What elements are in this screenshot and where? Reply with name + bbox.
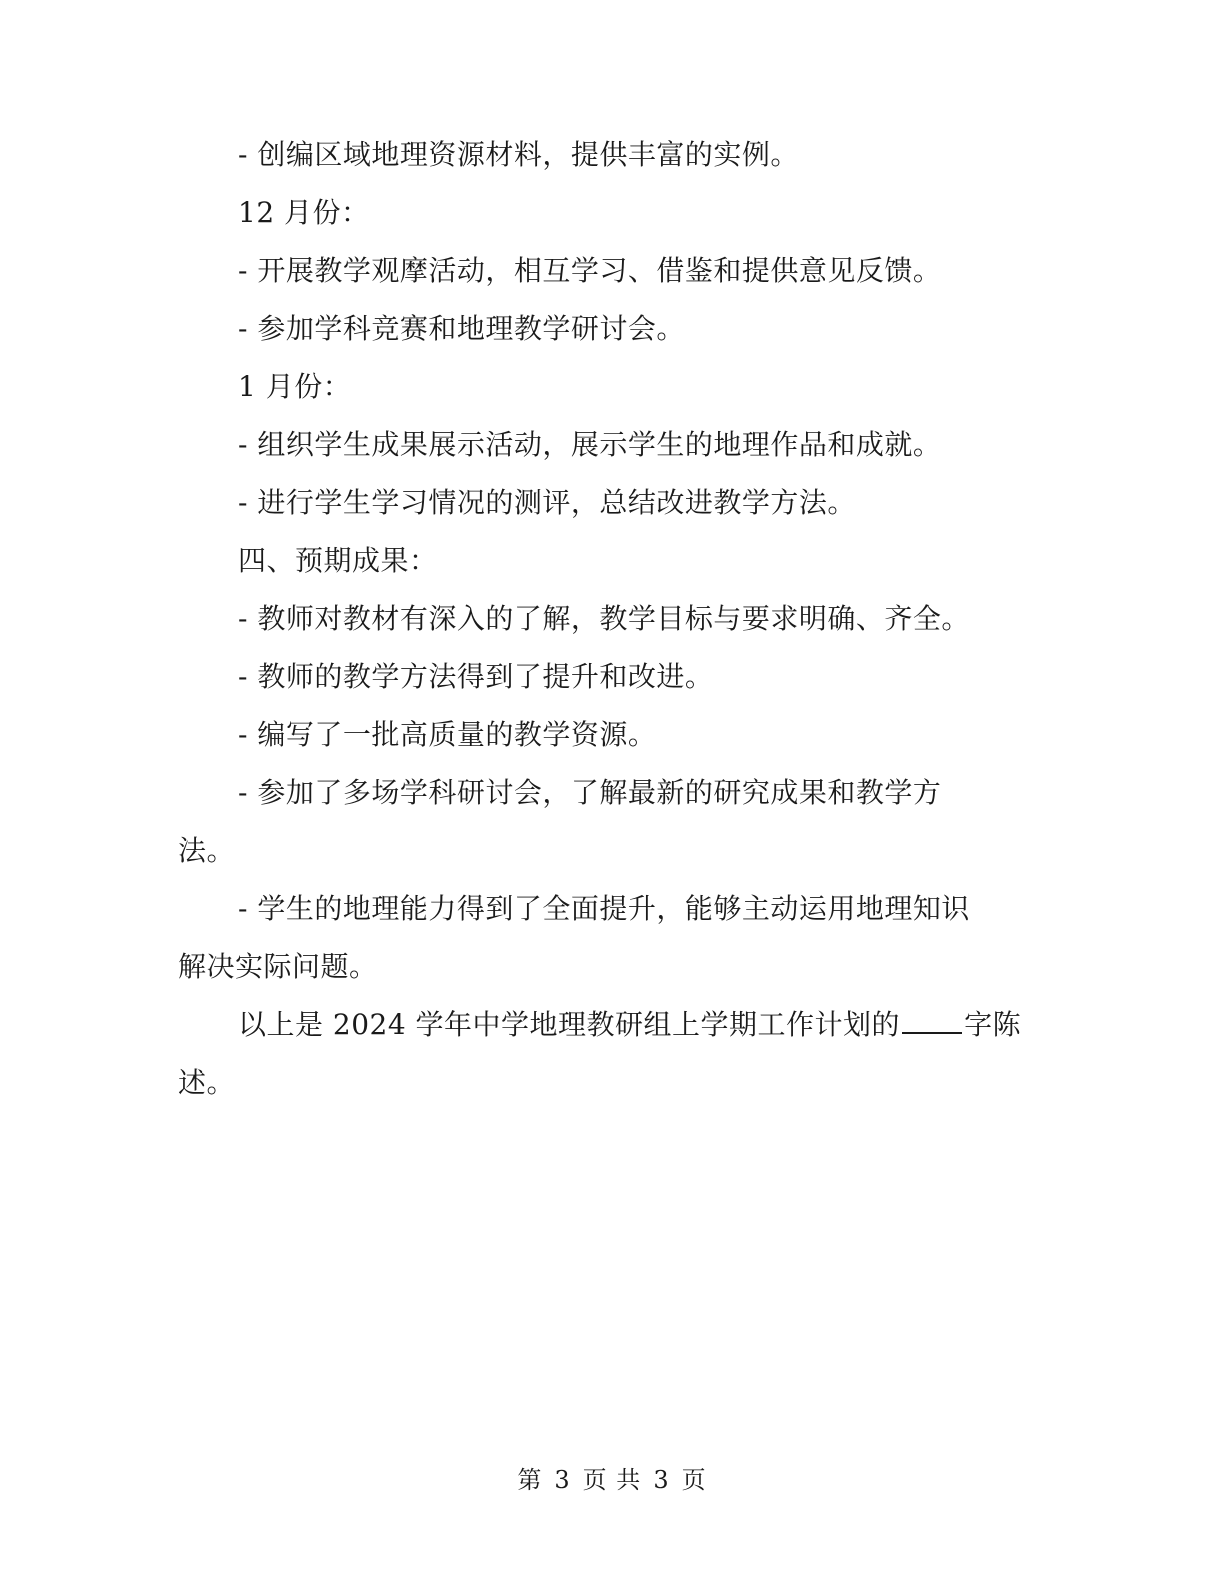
paragraph-continuation: 解决实际问题。 — [178, 950, 378, 983]
summary-continuation: 述。 — [178, 1066, 236, 1099]
list-item-exhibition: - 组织学生成果展示活动，展示学生的地理作品和成就。 — [238, 428, 942, 461]
list-item-assessment: - 进行学生学习情况的测评，总结改进教学方法。 — [238, 486, 856, 519]
list-item-create-resources: - 创编区域地理资源材料，提供丰富的实例。 — [238, 138, 799, 171]
summary-paragraph — [178, 996, 1038, 1112]
paragraph-first-line: - 参加了多场学科研讨会，了解最新的研究成果和教学方 — [238, 776, 942, 809]
list-item-textbook-understanding: - 教师对教材有深入的了解，教学目标与要求明确、齐全。 — [238, 602, 970, 635]
footer-prefix: 第 — [517, 1466, 543, 1494]
month-heading-january: 1 月份： — [238, 370, 352, 403]
page-footer — [0, 1460, 1224, 1495]
month-heading-december: 12 月份： — [238, 196, 370, 229]
footer-page-number: 3 — [554, 1466, 571, 1494]
footer-total-pages: 3 — [653, 1466, 670, 1494]
summary-first-line — [178, 996, 1038, 1054]
page-content — [178, 126, 1038, 1112]
footer-suffix: 页 — [681, 1466, 707, 1494]
list-item-seminars — [178, 764, 1038, 880]
paragraph-first-line: - 学生的地理能力得到了全面提升，能够主动运用地理知识 — [238, 892, 970, 925]
section-heading-expected-results: 四、预期成果： — [238, 544, 438, 577]
summary-text-after-blank: 字陈 — [964, 1008, 1022, 1041]
paragraph-continuation: 法。 — [178, 834, 236, 867]
list-item-methods-improved: - 教师的教学方法得到了提升和改进。 — [238, 660, 714, 693]
fill-in-blank — [902, 1010, 962, 1034]
list-item-student-ability — [178, 880, 1038, 996]
list-item-observation: - 开展教学观摩活动，相互学习、借鉴和提供意见反馈。 — [238, 254, 942, 287]
list-item-resources-written: - 编写了一批高质量的教学资源。 — [238, 718, 657, 751]
summary-text-before-blank: 以上是 2024 学年中学地理教研组上学期工作计划的 — [238, 1008, 901, 1041]
footer-middle: 页 共 — [582, 1466, 642, 1494]
list-item-competition: - 参加学科竞赛和地理教学研讨会。 — [238, 312, 685, 345]
